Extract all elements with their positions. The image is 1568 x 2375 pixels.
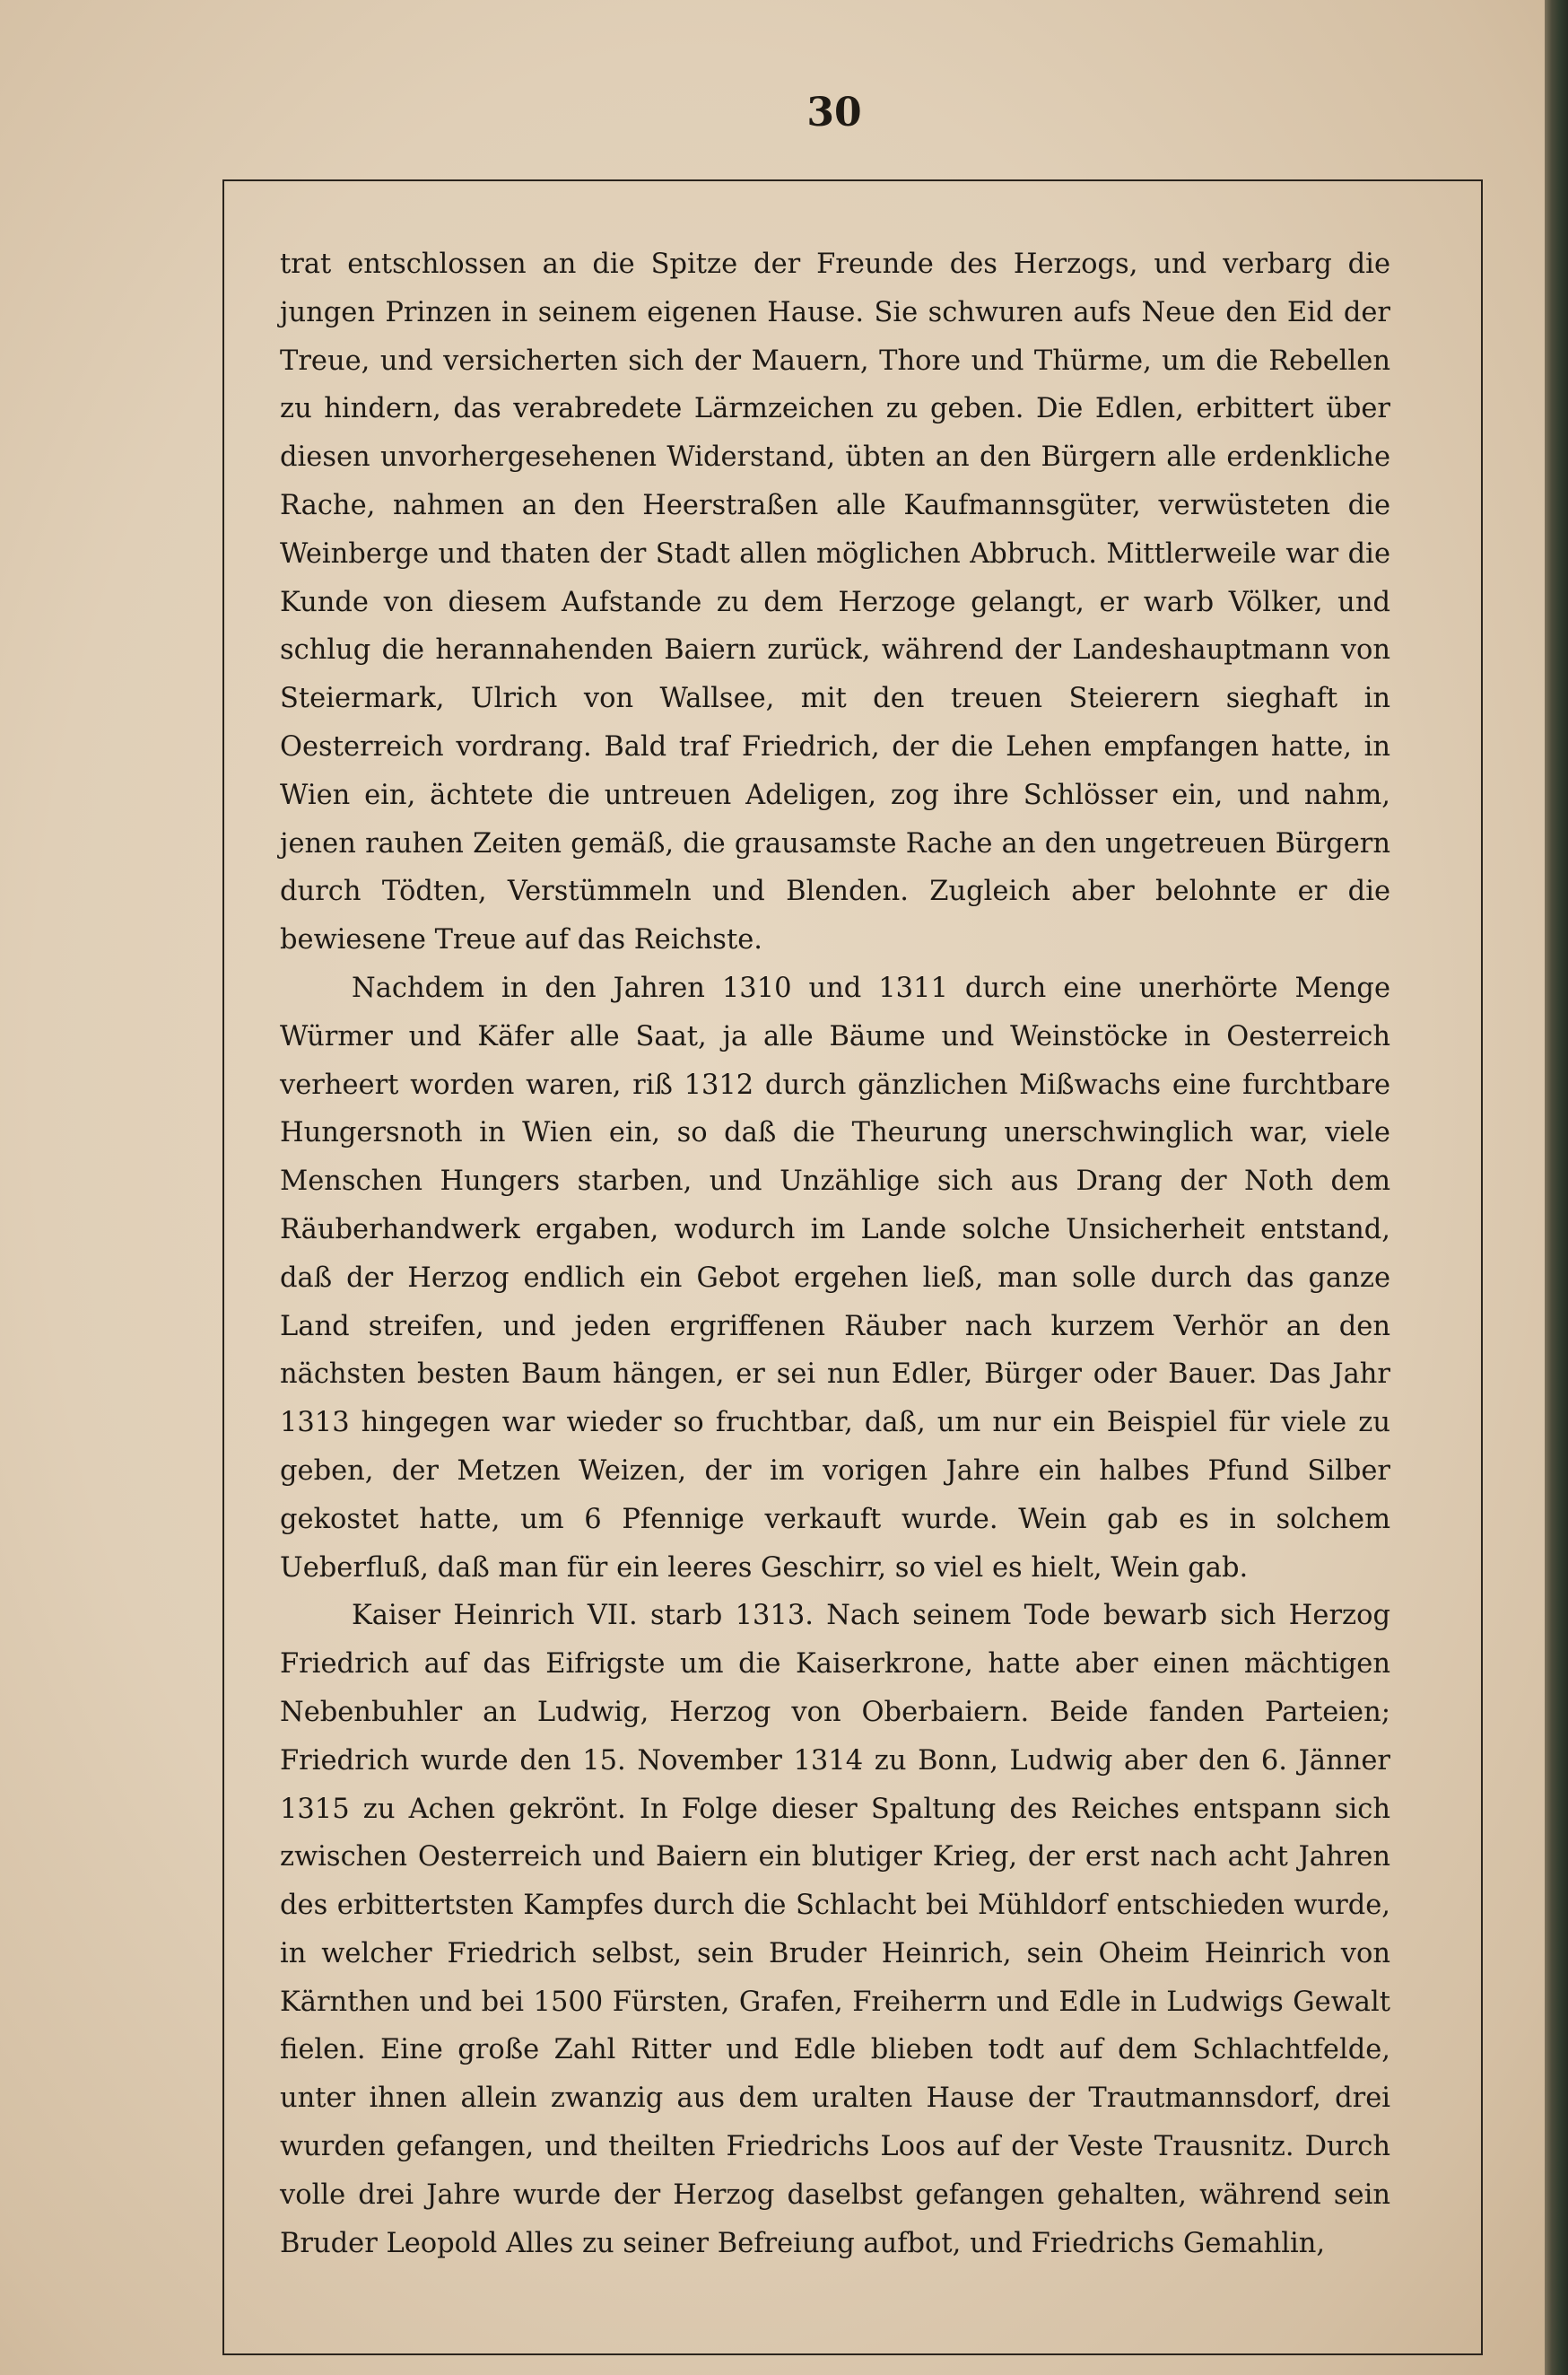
book-spine-edge [1543, 0, 1568, 2375]
paragraph-1: trat entschlossen an die Spitze der Freunde des Herzogs, und verbarg die jungen Prinzen in seinem eigenen Hause. Sie schwuren aufs Neue den Eid der Treue, und versicherten sich der Mauern, Thore und Thürme, um die Rebellen zu hindern, das verabredete Lärmzeichen zu geben. Die Edlen, erbittert über diesen unvorhergesehenen Widerstand, übten an den Bürgern alle erdenkliche Rache, nahmen an den Heerstraßen alle Kaufmannsgüter, verwüsteten die Weinberge und thaten der Stadt allen möglichen Abbruch. Mittlerweile war die Kunde von diesem Aufstande zu dem Herzoge gelangt, er warb Völker, und schlug die herannahenden Baiern zurück, während der Landeshauptmann von Steiermark, Ulrich von Wallsee, mit den treuen Steierern sieghaft in Oesterreich vordrang. Bald traf Friedrich, der die Lehen empfangen hatte, in Wien ein, ächtete die untreuen Adeligen, zog ihre Schlösser ein, und nahm, jenen rauhen Zeiten gemäß, die grausamste Rache an den ungetreuen Bürgern durch Tödten, Verstümmeln und Blenden. Zugleich aber belohnte er die bewiesene Treue auf das Reichste. [280, 249, 1390, 956]
paragraph-3: Kaiser Heinrich VII. starb 1313. Nach seinem Tode bewarb sich Herzog Friedrich auf das Eifrigste um die Kaiserkrone, hatte aber einen mächtigen Nebenbuhler an Ludwig, Herzog von Oberbaiern. Beide fanden Parteien; Friedrich wurde den 15. November 1314 zu Bonn, Ludwig aber den 6. Jänner 1315 zu Achen gekrönt. In Folge dieser Spaltung des Reiches entspann sich zwischen Oesterreich und Baiern ein blutiger Krieg, der erst nach acht Jahren des erbittertsten Kampfes durch die Schlacht bei Mühldorf entschieden wurde, in welcher Friedrich selbst, sein Bruder Heinrich, sein Oheim Heinrich von Kärnthen und bei 1500 Fürsten, Grafen, Freiherrn und Edle in Ludwigs Gewalt fielen. Eine große Zahl Ritter und Edle blieben todt auf dem Schlachtfelde, unter ihnen allein zwanzig aus dem uralten Hause der Trautmannsdorf, drei wurden gefangen, und theilten Friedrichs Loos auf der Veste Trausnitz. Durch volle drei Jahre wurde der Herzog daselbst gefangen gehalten, während sein Bruder Leopold Alles zu seiner Befreiung aufbot, und Friedrichs Gemahlin, [280, 1600, 1390, 2259]
paragraph-2: Nachdem in den Jahren 1310 und 1311 durch eine unerhörte Menge Würmer und Käfer alle Saat, ja alle Bäume und Weinstöcke in Oesterreich verheert worden waren, riß 1312 durch gänzlichen Mißwachs eine furchtbare Hungersnoth in Wien ein, so daß die Theurung unerschwinglich war, viele Menschen Hungers starben, und Unzählige sich aus Drang der Noth dem Räuberhandwerk ergaben, wodurch im Lande solche Unsicherheit entstand, daß der Herzog endlich ein Gebot ergehen ließ, man solle durch das ganze Land streifen, und jeden ergriffenen Räuber nach kurzem Verhör an den nächsten besten Baum hängen, er sei nun Edler, Bürger oder Bauer. Das Jahr 1313 hingegen war wieder so fruchtbar, daß, um nur ein Beispiel für viele zu geben, der Metzen Weizen, der im vorigen Jahre ein halbes Pfund Silber gekostet hatte, um 6 Pfennige verkauft wurde. Wein gab es in solchem Ueberfluß, daß man für ein leeres Geschirr, so viel es hielt, Wein gab. [280, 972, 1390, 1584]
page-body-text [280, 240, 1390, 2267]
page-number: 30 [806, 90, 862, 135]
